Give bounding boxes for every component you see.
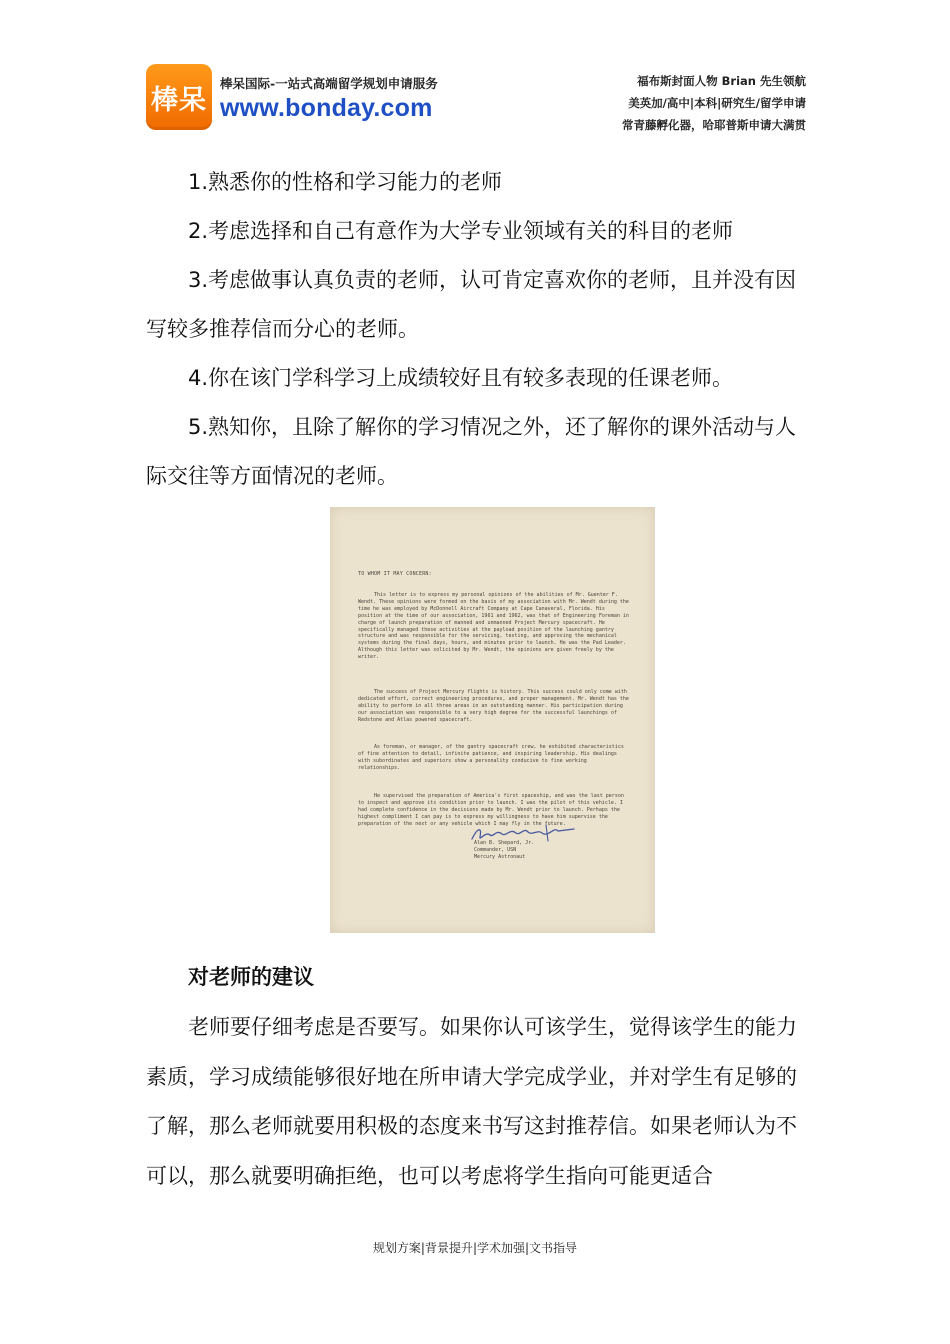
list-item: 1.熟悉你的性格和学习能力的老师 <box>188 170 503 194</box>
header-slogan-line: 常青藤孵化器，哈耶普斯申请大满贯 <box>622 118 806 132</box>
brand-tagline: 棒呆国际-一站式高端留学规划申请服务 <box>220 76 438 91</box>
list-item: 5.熟知你，且除了解你的学习情况之外，还了解你的课外活动与人际交往等方面情况的老师。 <box>146 415 797 488</box>
page-footer: 规划方案|背景提升|学术加强|文书指导 <box>372 1241 578 1255</box>
header-slogan-line: 美英加/高中|本科|研究生/留学申请 <box>628 96 806 110</box>
logo <box>146 64 212 130</box>
letter-signature-block <box>474 840 534 861</box>
signature-line: Mercury Astronaut <box>474 853 526 860</box>
logo-text: 棒呆 <box>151 84 207 116</box>
header-slogans <box>622 70 806 136</box>
letter-paragraph: As foreman, or manager, of the gantry spacecraft crew, he exhibited characteristics of fine attention to detail, infinite patience, and inspiring leadership. His dealings with subordinates and superiors show a personality conducive to fine working relationships. <box>358 744 624 771</box>
section-title: 对老师的建议 <box>188 965 314 989</box>
letter-paragraph: This letter is to express my personal opinions of the abilities of Mr. Guenter F. Wendt. These opinions were formed on the basis of my association with Mr. Wendt during the time he was employed by McDonnell Aircraft Company at Cape Canaveral, Florida. His position at the time of our association, 1961 and 1962, was that of Engineering Foreman in charge of launch preparation of manned and unmanned Project Mercury spacecraft. He specifically managed these activities at the payload position of the launching gantry structure and was responsible for the servicing, testing, and approving the mechanical systems during the final days, hours, and minutes prior to launch. He was the Pad Leader. Although this letter was solicited by Mr. Wendt, the opinions are given freely by the writer. <box>358 592 629 661</box>
brand-url-link[interactable]: www.bonday.com <box>220 94 433 122</box>
list-item: 2.考虑选择和自己有意作为大学专业领域有关的科目的老师 <box>188 219 734 243</box>
section-body: 老师要仔细考虑是否要写。如果你认可该学生，觉得该学生的能力素质，学习成绩能够很好地在所申请大学完成学业，并对学生有足够的了解，那么老师就要用积极的态度来书写这封推荐信。如果老师认为不可以，那么就要明确拒绝，也可以考虑将学生指向可能更适合 <box>146 1015 797 1188</box>
list-item: 3.考虑做事认真负责的老师，认可肯定喜欢你的老师，且并没有因写较多推荐信而分心的老师。 <box>146 268 797 341</box>
letter-salutation: TO WHOM IT MAY CONCERN: <box>358 571 432 577</box>
header-slogan-line: 福布斯封面人物 Brian 先生领航 <box>637 74 806 88</box>
letter-paragraph: He supervised the preparation of America's first spaceship, and was the last person to inspect and approve its condition prior to launch. I was the pilot of this vehicle. I had complete confidence in the decisions made by Mr. Wendt prior to launch. Perhaps the highest compliment I can pay is to express my willingness to have him supervise the preparation of the next or any vehicle which I may fly in the future. <box>358 793 624 827</box>
letter-paragraph: The success of Project Mercury flights is history. This success could only come with dedicated effort, correct engineering procedures, and proper management. Mr. Wendt has the ability to perform in all three areas in an outstanding manner. His participation during our association was responsible to a very high degree for the successful launchings of Redstone and Atlas powered spacecraft. <box>358 689 629 723</box>
signature-line: Commander, USN <box>474 846 517 853</box>
signature-line: Alan B. Shepard, Jr. <box>474 840 535 846</box>
list-item: 4.你在该门学科学习上成绩较好且有较多表现的任课老师。 <box>188 366 734 390</box>
recommendation-letter-image <box>330 507 655 933</box>
